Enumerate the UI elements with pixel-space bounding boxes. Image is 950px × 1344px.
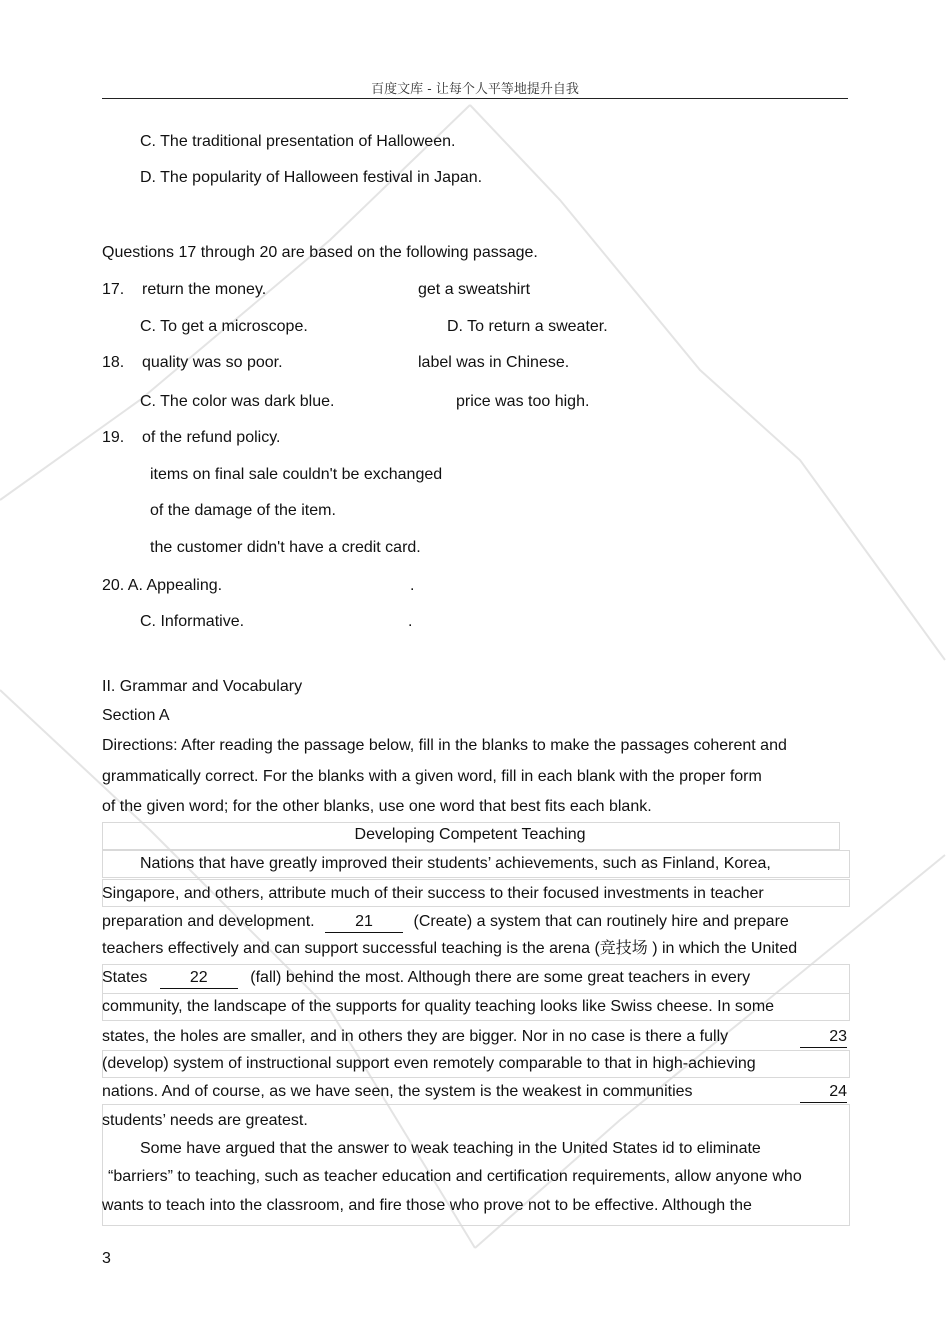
directions-line-3: of the given word; for the other blanks, use one word that best fits each blank. bbox=[102, 798, 652, 815]
q19-option-b: of the damage of the item. bbox=[150, 502, 336, 519]
section-subheading: Section A bbox=[102, 707, 170, 724]
q18-option-b: label was in Chinese. bbox=[418, 354, 570, 371]
option-c: C. The traditional presentation of Halloween. bbox=[140, 133, 456, 150]
q17-option-a: return the money. bbox=[142, 281, 267, 298]
questions-intro: Questions 17 through 20 are based on the following passage. bbox=[102, 244, 538, 261]
blank-22[interactable]: 22 bbox=[160, 968, 238, 989]
q19-option-c: the customer didn't have a credit card. bbox=[150, 539, 421, 556]
passage-text: (fall) behind the most. Although there are some great teachers in every bbox=[250, 969, 751, 986]
q18-number: 18. bbox=[102, 354, 125, 371]
q20-option-a: 20. A. Appealing. bbox=[102, 577, 223, 594]
q19-stem: of the refund policy. bbox=[142, 429, 281, 446]
q17-option-d: D. To return a sweater. bbox=[447, 318, 608, 335]
q17-number: 17. bbox=[102, 281, 125, 298]
passage-line: Nations that have greatly improved their students’ achievements, such as Finland, Korea, bbox=[140, 855, 771, 872]
passage-line: Some have argued that the answer to weak teaching in the United States id to eliminate bbox=[140, 1140, 761, 1157]
page-header: 百度文库 - 让每个人平等地提升自我 bbox=[371, 82, 579, 97]
blank-24[interactable]: 24 bbox=[800, 1082, 847, 1103]
passage-line: (develop) system of instructional support even remotely comparable to that in high-achieving bbox=[102, 1055, 756, 1072]
q18-option-a: quality was so poor. bbox=[142, 354, 283, 371]
passage-line: teachers effectively and can support successful teaching is the arena (竞技场 ) in which the United bbox=[102, 940, 798, 957]
passage-line: wants to teach into the classroom, and fire those who prove not to be effective. Although the bbox=[102, 1197, 752, 1214]
q20-option-c: C. Informative. bbox=[140, 613, 245, 630]
q19-option-a: items on final sale couldn't be exchanged bbox=[150, 466, 443, 483]
q20-option-d: . bbox=[408, 613, 413, 630]
q17-option-b: get a sweatshirt bbox=[418, 281, 531, 298]
passage-line bbox=[102, 912, 789, 933]
passage-line: states, the holes are smaller, and in others they are bigger. Nor in no case is there a fully bbox=[102, 1028, 729, 1045]
header-divider bbox=[102, 98, 848, 99]
passage-line: Singapore, and others, attribute much of their success to their focused investments in teacher bbox=[102, 885, 764, 902]
page-number: 3 bbox=[102, 1250, 111, 1267]
directions-line-2: grammatically correct. For the blanks with a given word, fill in each blank with the proper form bbox=[102, 768, 762, 785]
option-d: D. The popularity of Halloween festival in Japan. bbox=[140, 169, 483, 186]
passage-line: community, the landscape of the supports for quality teaching looks like Swiss cheese. In some bbox=[102, 998, 775, 1015]
passage-line: students’ needs are greatest. bbox=[102, 1112, 308, 1129]
passage-text: States bbox=[102, 969, 148, 986]
q18-option-c: C. The color was dark blue. bbox=[140, 393, 335, 410]
q19-number: 19. bbox=[102, 429, 125, 446]
q18-option-d: price was too high. bbox=[456, 393, 590, 410]
q20-option-b: . bbox=[410, 577, 415, 594]
q17-option-c: C. To get a microscope. bbox=[140, 318, 308, 335]
passage-line: “barriers” to teaching, such as teacher education and certification requirements, allow anyone who bbox=[108, 1168, 802, 1185]
passage-text: (Create) a system that can routinely hire and prepare bbox=[413, 913, 789, 930]
blank-23[interactable]: 23 bbox=[800, 1027, 847, 1048]
directions-line-1: Directions: After reading the passage below, fill in the blanks to make the passages coherent and bbox=[102, 737, 787, 754]
blank-21[interactable]: 21 bbox=[325, 912, 403, 933]
passage-title: Developing Competent Teaching bbox=[354, 826, 586, 843]
passage-line bbox=[102, 968, 750, 989]
passage-line: nations. And of course, as we have seen, the system is the weakest in communities bbox=[102, 1083, 693, 1100]
section-heading: II. Grammar and Vocabulary bbox=[102, 678, 303, 695]
passage-text: preparation and development. bbox=[102, 913, 315, 930]
